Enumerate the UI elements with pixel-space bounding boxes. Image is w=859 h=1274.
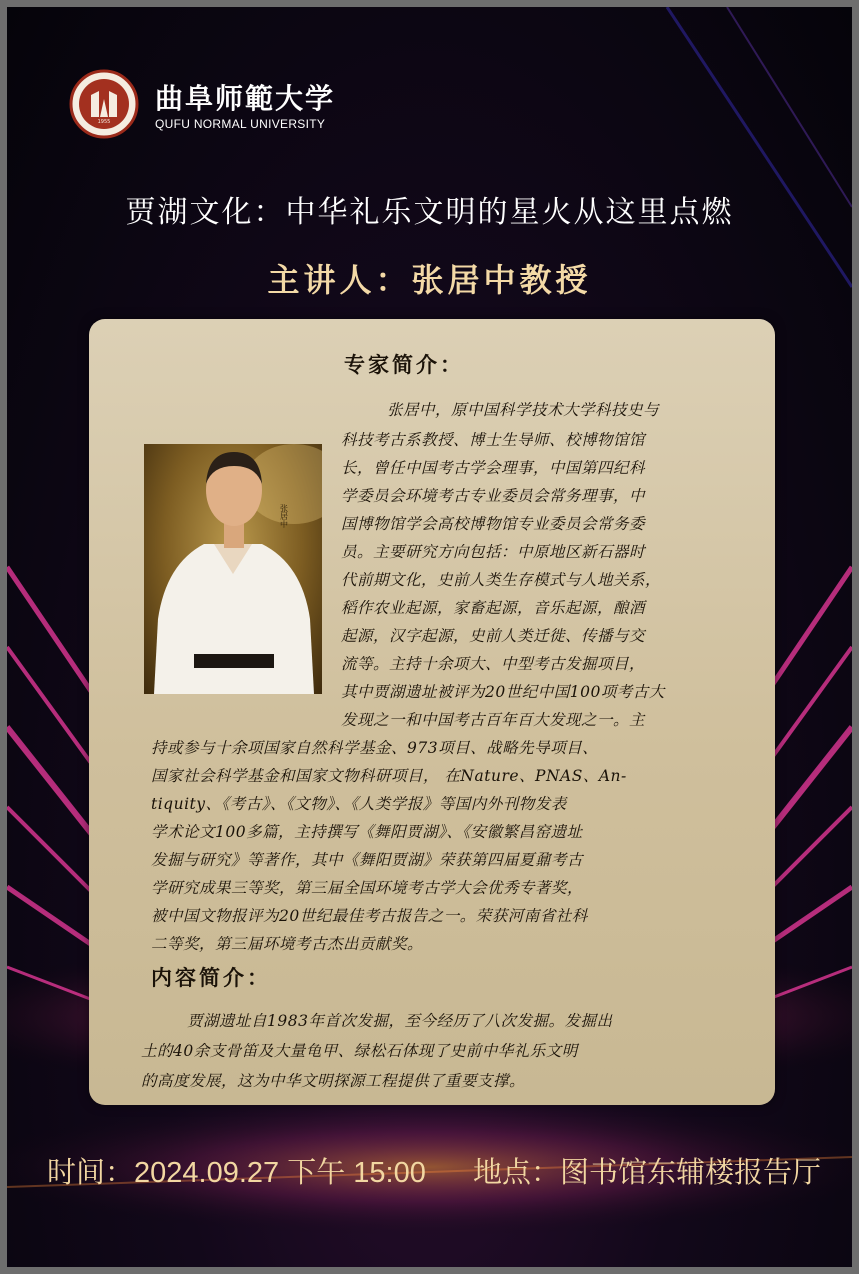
bio-line: 学研究成果三等奖，第三届全国环境考古学大会优秀专著奖， [151,879,584,897]
content-line: 的高度发展，这为中华文明探源工程提供了重要支撑。 [141,1072,526,1090]
content-line: 贾湖遗址自1983年首次发掘，至今经历了八次发掘。发掘出 [187,1012,613,1030]
bio-line: 员。主要研究方向包括：中原地区新石器时 [341,543,646,561]
bio-line: 发现之一和中国考古百年百大发现之一。主 [341,711,646,729]
university-logo [69,69,139,139]
event-location: 地点：图书馆东辅楼报告厅 [473,1157,822,1189]
poster [7,7,852,1267]
bio-line: 流等。主持十余项大、中型考古发掘项目， [341,655,646,673]
event-time: 时间：2024.09.27 下午 15:00 [47,1157,426,1189]
speaker-photo [144,444,322,694]
content-heading: 内容简介： [151,965,271,990]
bio-line: 发掘与研究》等著作，其中《舞阳贾湖》荣获第四届夏鼐考古 [151,851,584,869]
bio-line: 国博物馆学会高校博物馆专业委员会常务委 [341,515,646,533]
university-name-cn: 曲阜师範大学 [155,82,336,115]
bio-line: 二等奖，第三届环境考古杰出贡献奖。 [151,935,424,953]
bio-line: tiquity、《考古》、《文物》、《人类学报》等国内外刊物发表 [151,795,567,813]
bio-heading: 专家简介： [344,352,464,377]
bio-line: 被中国文物报评为20世纪最佳考古报告之一。荣获河南省社科 [151,907,588,925]
speaker-portrait-image [144,444,322,694]
bio-line: 起源，汉字起源，史前人类迁徙、传播与交 [341,627,646,645]
logo-year: 1955 [97,119,111,125]
bio-line: 国家社会科学基金和国家文物科研项目， 在Nature、PNAS、An- [151,767,627,785]
bio-line: 长，曾任中国考古学会理事，中国第四纪科 [341,459,646,477]
speaker-name: 主讲人：张居中教授 [267,261,592,299]
info-card [89,319,775,1105]
bio-line: 稻作农业起源，家畜起源，音乐起源，酿酒 [341,599,646,617]
lecture-title: 贾湖文化：中华礼乐文明的星火从这里点燃 [125,195,734,230]
university-name-en: QUFU NORMAL UNIVERSITY [155,117,326,131]
bio-line: 持或参与十余项国家自然科学基金、973项目、战略先导项目、 [151,739,599,757]
bio-line: 学术论文100多篇，主持撰写《舞阳贾湖》、《安徽繁昌窑遗址 [151,823,583,841]
content-line: 土的40余支骨笛及大量龟甲、绿松石体现了史前中华礼乐文明 [141,1042,578,1060]
bio-line: 张居中，原中国科学技术大学科技史与 [387,401,660,419]
bio-line: 代前期文化，史前人类生存模式与人地关系， [341,571,662,589]
bio-line: 其中贾湖遗址被评为20世纪中国100项考古大 [341,683,665,701]
bio-line: 科技考古系教授、博士生导师、校博物馆馆 [341,431,646,449]
photo-caption: 张居中 [279,504,289,528]
bio-line: 学委员会环境考古专业委员会常务理事，中 [341,487,646,505]
